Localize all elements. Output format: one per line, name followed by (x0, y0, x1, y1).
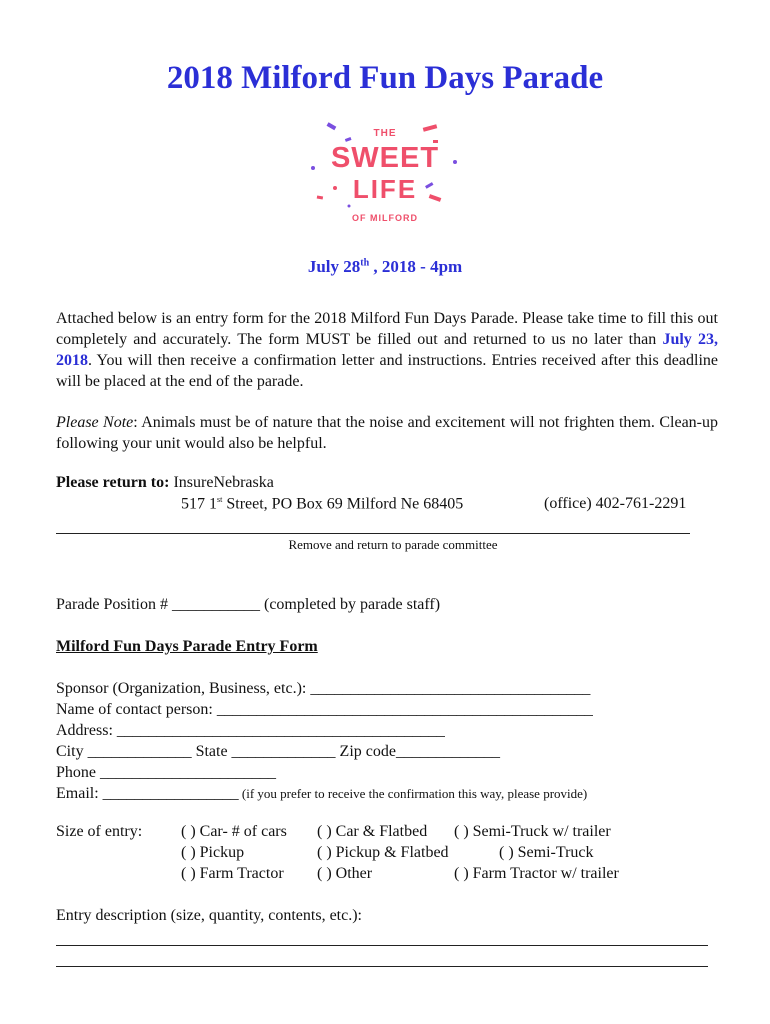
parade-position-field[interactable]: Parade Position # ___________ (completed by parade staff) (56, 596, 441, 613)
size-option-farm-tractor[interactable]: ( ) Farm Tractor (181, 865, 284, 882)
logo-text-sweet: SWEET (330, 142, 440, 174)
cut-line (56, 533, 690, 534)
size-option-pickup[interactable]: ( ) Pickup (181, 844, 245, 861)
email-line (56, 785, 587, 803)
email-field[interactable]: Email: _________________ (56, 785, 239, 802)
return-to-label: Please return to: (56, 474, 170, 491)
remove-instruction: Remove and return to parade committee (288, 537, 498, 552)
size-option-car-flatbed[interactable]: ( ) Car & Flatbed (317, 823, 428, 840)
logo-text-the: THE (373, 128, 397, 139)
page-title: 2018 Milford Fun Days Parade (166, 60, 604, 96)
date-year-time: , 2018 - 4pm (369, 257, 463, 276)
return-to-line (56, 474, 274, 492)
size-option-pickup-flatbed[interactable]: ( ) Pickup & Flatbed (317, 844, 449, 861)
intro-text-1: Attached below is an entry form for the 2018 Milford Fun Days Parade. Please take time to fill this out completely and accurately. The form MUST be filled out and returned to us no later than (56, 310, 718, 348)
description-line-2[interactable] (56, 966, 708, 967)
logo-text-life: LIFE (352, 174, 418, 204)
address-field[interactable]: Address: _________________________________________ (56, 722, 445, 739)
size-option-semi-truck[interactable]: ( ) Semi-Truck (499, 844, 594, 861)
intro-paragraph (56, 308, 718, 392)
form-heading: Milford Fun Days Parade Entry Form (56, 638, 318, 655)
sweet-life-logo (305, 118, 465, 228)
return-to-name: InsureNebraska (169, 474, 274, 491)
note-label: Please Note (56, 414, 134, 431)
size-of-entry-label: Size of entry: (56, 823, 143, 840)
deadline-date: July 23, 2018 (56, 331, 719, 369)
address-street: Street, PO Box 69 Milford Ne 68405 (222, 495, 464, 513)
sponsor-field[interactable]: Sponsor (Organization, Business, etc.): ___________________________________ (56, 680, 591, 697)
note-text: : Animals must be of nature that the noise and excitement will not frighten them. Clean-up following your unit would also be helpful. (56, 414, 718, 452)
entry-description-label: Entry description (size, quantity, contents, etc.): (56, 907, 362, 924)
logo-text-of-milford: OF MILFORD (352, 213, 418, 223)
address-number: 517 1 (181, 495, 217, 513)
size-option-farm-tractor-trailer[interactable]: ( ) Farm Tractor w/ trailer (454, 865, 619, 882)
contact-name-field[interactable]: Name of contact person: _______________________________________________ (56, 701, 593, 718)
address-ordinal: st (217, 495, 223, 504)
event-date (0, 257, 770, 277)
size-option-car[interactable]: ( ) Car- # of cars (181, 823, 287, 840)
intro-text-2: . You will then receive a confirmation letter and instructions. Entries received after this deadline will be placed at the end of the parade. (56, 352, 718, 390)
city-state-zip-field[interactable]: City _____________ State _____________ Zip code_____________ (56, 743, 500, 760)
email-note: (if you prefer to receive the confirmation this way, please provide) (238, 786, 588, 801)
office-phone: (office) 402-761-2291 (544, 495, 687, 512)
size-option-semi-trailer[interactable]: ( ) Semi-Truck w/ trailer (454, 823, 611, 840)
date-month-day: July 28 (307, 257, 361, 276)
note-paragraph (56, 412, 718, 454)
date-ordinal: th (360, 257, 370, 269)
phone-field[interactable]: Phone ______________________ (56, 764, 276, 781)
size-option-other[interactable]: ( ) Other (317, 865, 373, 882)
description-line-1[interactable] (56, 945, 708, 946)
return-address (181, 495, 463, 513)
